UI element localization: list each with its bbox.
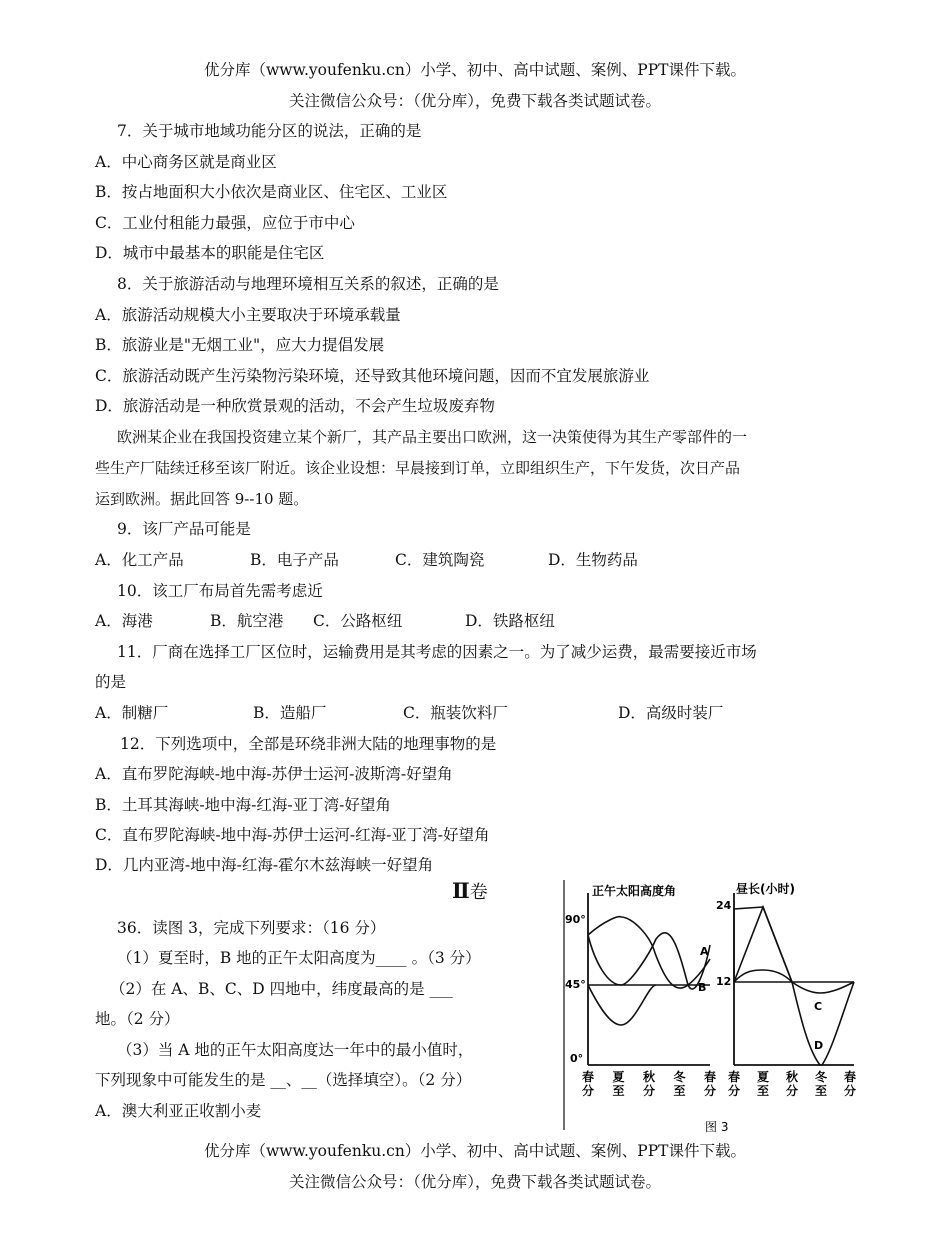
q11-stem-line-1: 11．厂商在选择工厂区位时，运输费用是其考虑的因素之一。为了减少运费，最需要接近市场 bbox=[117, 643, 757, 661]
left-panel bbox=[565, 883, 716, 1098]
left-season-label-4-1: 分 bbox=[704, 1084, 717, 1098]
q11-option-d: D．高级时装厂 bbox=[618, 704, 724, 722]
q9-option-b: B．电子产品 bbox=[250, 551, 339, 569]
right-season-label-1-1: 至 bbox=[757, 1084, 770, 1098]
q12-stem: 12．下列选项中，全部是环绕非洲大陆的地理事物的是 bbox=[120, 735, 497, 753]
left-season-label-2-1: 分 bbox=[643, 1084, 656, 1098]
q10-stem: 10．该工厂布局首先需考虑近 bbox=[117, 582, 323, 600]
left-season-label-1-1: 至 bbox=[612, 1084, 625, 1098]
left-season-label-2-0: 秋 bbox=[643, 1070, 656, 1084]
right-tick-12: 12 bbox=[716, 975, 732, 988]
figure-caption: 图 3 bbox=[705, 1120, 729, 1134]
q11-option-c: C．瓶装饮料厂 bbox=[403, 704, 508, 722]
left-season-label-3-1: 至 bbox=[673, 1084, 686, 1098]
curve-b-lower bbox=[588, 985, 656, 1025]
passage-line-1: 欧洲某企业在我国投资建立某个新厂，其产品主要出口欧洲，这一决策使得为其生产零部件的一 bbox=[117, 428, 748, 446]
q11-option-b: B．造船厂 bbox=[253, 704, 327, 722]
q9-option-c: C．建筑陶瓷 bbox=[395, 551, 485, 569]
right-season-label-3-0: 冬 bbox=[815, 1070, 828, 1084]
right-season-label-2-1: 分 bbox=[786, 1084, 799, 1098]
right-season-label-2-0: 秋 bbox=[786, 1070, 799, 1084]
q10-option-d: D．铁路枢纽 bbox=[465, 612, 555, 630]
section-roman-numeral: Ⅱ bbox=[452, 878, 470, 903]
q12-option-c: C．直布罗陀海峡-地中海-苏伊士运河-红海-亚丁湾-好望角 bbox=[95, 826, 490, 844]
passage-line-3: 运到欧洲。据此回答 9--10 题。 bbox=[95, 490, 309, 508]
section-title bbox=[452, 878, 488, 904]
figure-3 bbox=[560, 875, 860, 1135]
q36-part-1: （1）夏至时，B 地的正午太阳高度为____ 。（3 分） bbox=[117, 949, 481, 967]
q7-option-b: B．按占地面积大小依次是商业区、住宅区、工业区 bbox=[95, 183, 448, 201]
left-season-label-1-0: 夏 bbox=[612, 1070, 625, 1084]
q36-stem: 36．读图 3，完成下列要求：（16 分） bbox=[117, 919, 386, 937]
right-season-label-4-1: 分 bbox=[844, 1084, 857, 1098]
left-season-label-0-1: 分 bbox=[582, 1084, 595, 1098]
footer-line-1: 优分库（www.youfenku.cn）小学、初中、高中试题、案例、PPT课件下载。 bbox=[203, 1142, 747, 1160]
curve-label-c: C bbox=[814, 1000, 823, 1013]
q9-stem: 9．该厂产品可能是 bbox=[117, 520, 251, 538]
header-line-1: 优分库（www.youfenku.cn）小学、初中、高中试题、案例、PPT课件下载。 bbox=[203, 61, 747, 79]
section-label: 卷 bbox=[469, 882, 488, 903]
curve-b bbox=[588, 933, 710, 989]
left-tick-0: 0° bbox=[570, 1052, 584, 1065]
q12-option-a: A．直布罗陀海峡-地中海-苏伊士运河-波斯湾-好望角 bbox=[95, 765, 453, 783]
q8-stem: 8．关于旅游活动与地理环境相互关系的叙述，正确的是 bbox=[117, 275, 499, 293]
q10-option-b: B．航空港 bbox=[210, 612, 284, 630]
left-season-label-4-0: 春 bbox=[704, 1070, 717, 1084]
right-panel bbox=[716, 881, 856, 1098]
q8-option-c: C．旅游活动既产生污染物污染环境，还导致其他环境问题，因而不宜发展旅游业 bbox=[95, 367, 650, 385]
header-line-2: 关注微信公众号：（优分库），免费下载各类试题试卷。 bbox=[288, 92, 661, 110]
q36-part-2-line-2: 地。（2 分） bbox=[95, 1010, 180, 1028]
q11-stem-line-2: 的是 bbox=[95, 673, 127, 691]
q7-stem: 7．关于城市地域功能分区的说法，正确的是 bbox=[117, 122, 422, 140]
footer-line-2: 关注微信公众号：（优分库），免费下载各类试题试卷。 bbox=[288, 1173, 661, 1191]
q10-option-c: C．公路枢纽 bbox=[313, 612, 403, 630]
q9-option-a: A．化工产品 bbox=[95, 551, 184, 569]
q8-option-d: D．旅游活动是一种欣赏景观的活动，不会产生垃圾废弃物 bbox=[95, 397, 495, 415]
q36-part-2-line-1: （2）在 A、B、C、D 四地中，纬度最高的是 ___ bbox=[110, 980, 453, 998]
right-tick-24: 24 bbox=[716, 899, 732, 912]
curve-d bbox=[734, 907, 854, 1065]
left-season-label-0-0: 春 bbox=[582, 1070, 595, 1084]
curve-label-b: B bbox=[698, 981, 707, 994]
right-season-labels bbox=[728, 1069, 856, 1098]
right-season-label-0-0: 春 bbox=[728, 1070, 741, 1084]
passage-line-2: 些生产厂陆续迁移至该厂附近。该企业设想：早晨接到订单，立即组织生产，下午发货，次日产品 bbox=[95, 459, 741, 477]
q8-option-b: B．旅游业是"无烟工业"，应大力提倡发展 bbox=[95, 336, 385, 354]
right-season-label-4-0: 春 bbox=[844, 1070, 857, 1084]
q36-option-a: A．澳大利亚正收割小麦 bbox=[95, 1102, 262, 1120]
curve-label-a: A bbox=[700, 945, 709, 958]
q8-option-a: A．旅游活动规模大小主要取决于环境承载量 bbox=[95, 306, 401, 324]
right-season-label-1-0: 夏 bbox=[757, 1070, 770, 1084]
right-season-label-0-1: 分 bbox=[728, 1084, 741, 1098]
left-season-label-3-0: 冬 bbox=[673, 1070, 686, 1084]
q36-part-3-line-2: 下列现象中可能发生的是 __、__（选择填空）。（2 分） bbox=[95, 1071, 472, 1089]
q7-option-a: A．中心商务区就是商业区 bbox=[95, 153, 277, 171]
left-panel-title: 正午太阳高度角 bbox=[592, 884, 677, 898]
q7-option-d: D．城市中最基本的职能是住宅区 bbox=[95, 244, 325, 262]
curve-label-d: D bbox=[814, 1039, 824, 1052]
q11-option-a: A．制糖厂 bbox=[95, 704, 169, 722]
q12-option-d: D．几内亚湾-地中海-红海-霍尔木兹海峡一好望角 bbox=[95, 856, 434, 874]
right-season-label-3-1: 至 bbox=[815, 1084, 828, 1098]
q10-option-a: A．海港 bbox=[95, 612, 153, 630]
left-tick-90: 90° bbox=[565, 913, 586, 926]
q12-option-b: B．土耳其海峡-地中海-红海-亚丁湾-好望角 bbox=[95, 796, 391, 814]
left-tick-45: 45° bbox=[565, 978, 586, 991]
right-panel-title: 昼长(小时) bbox=[736, 882, 795, 896]
q9-option-d: D．生物药品 bbox=[548, 551, 638, 569]
q36-part-3-line-1: （3）当 A 地的正午太阳高度达一年中的最小值时， bbox=[117, 1041, 474, 1059]
q7-option-c: C．工业付租能力最强，应位于市中心 bbox=[95, 214, 355, 232]
left-season-labels bbox=[582, 1069, 716, 1098]
